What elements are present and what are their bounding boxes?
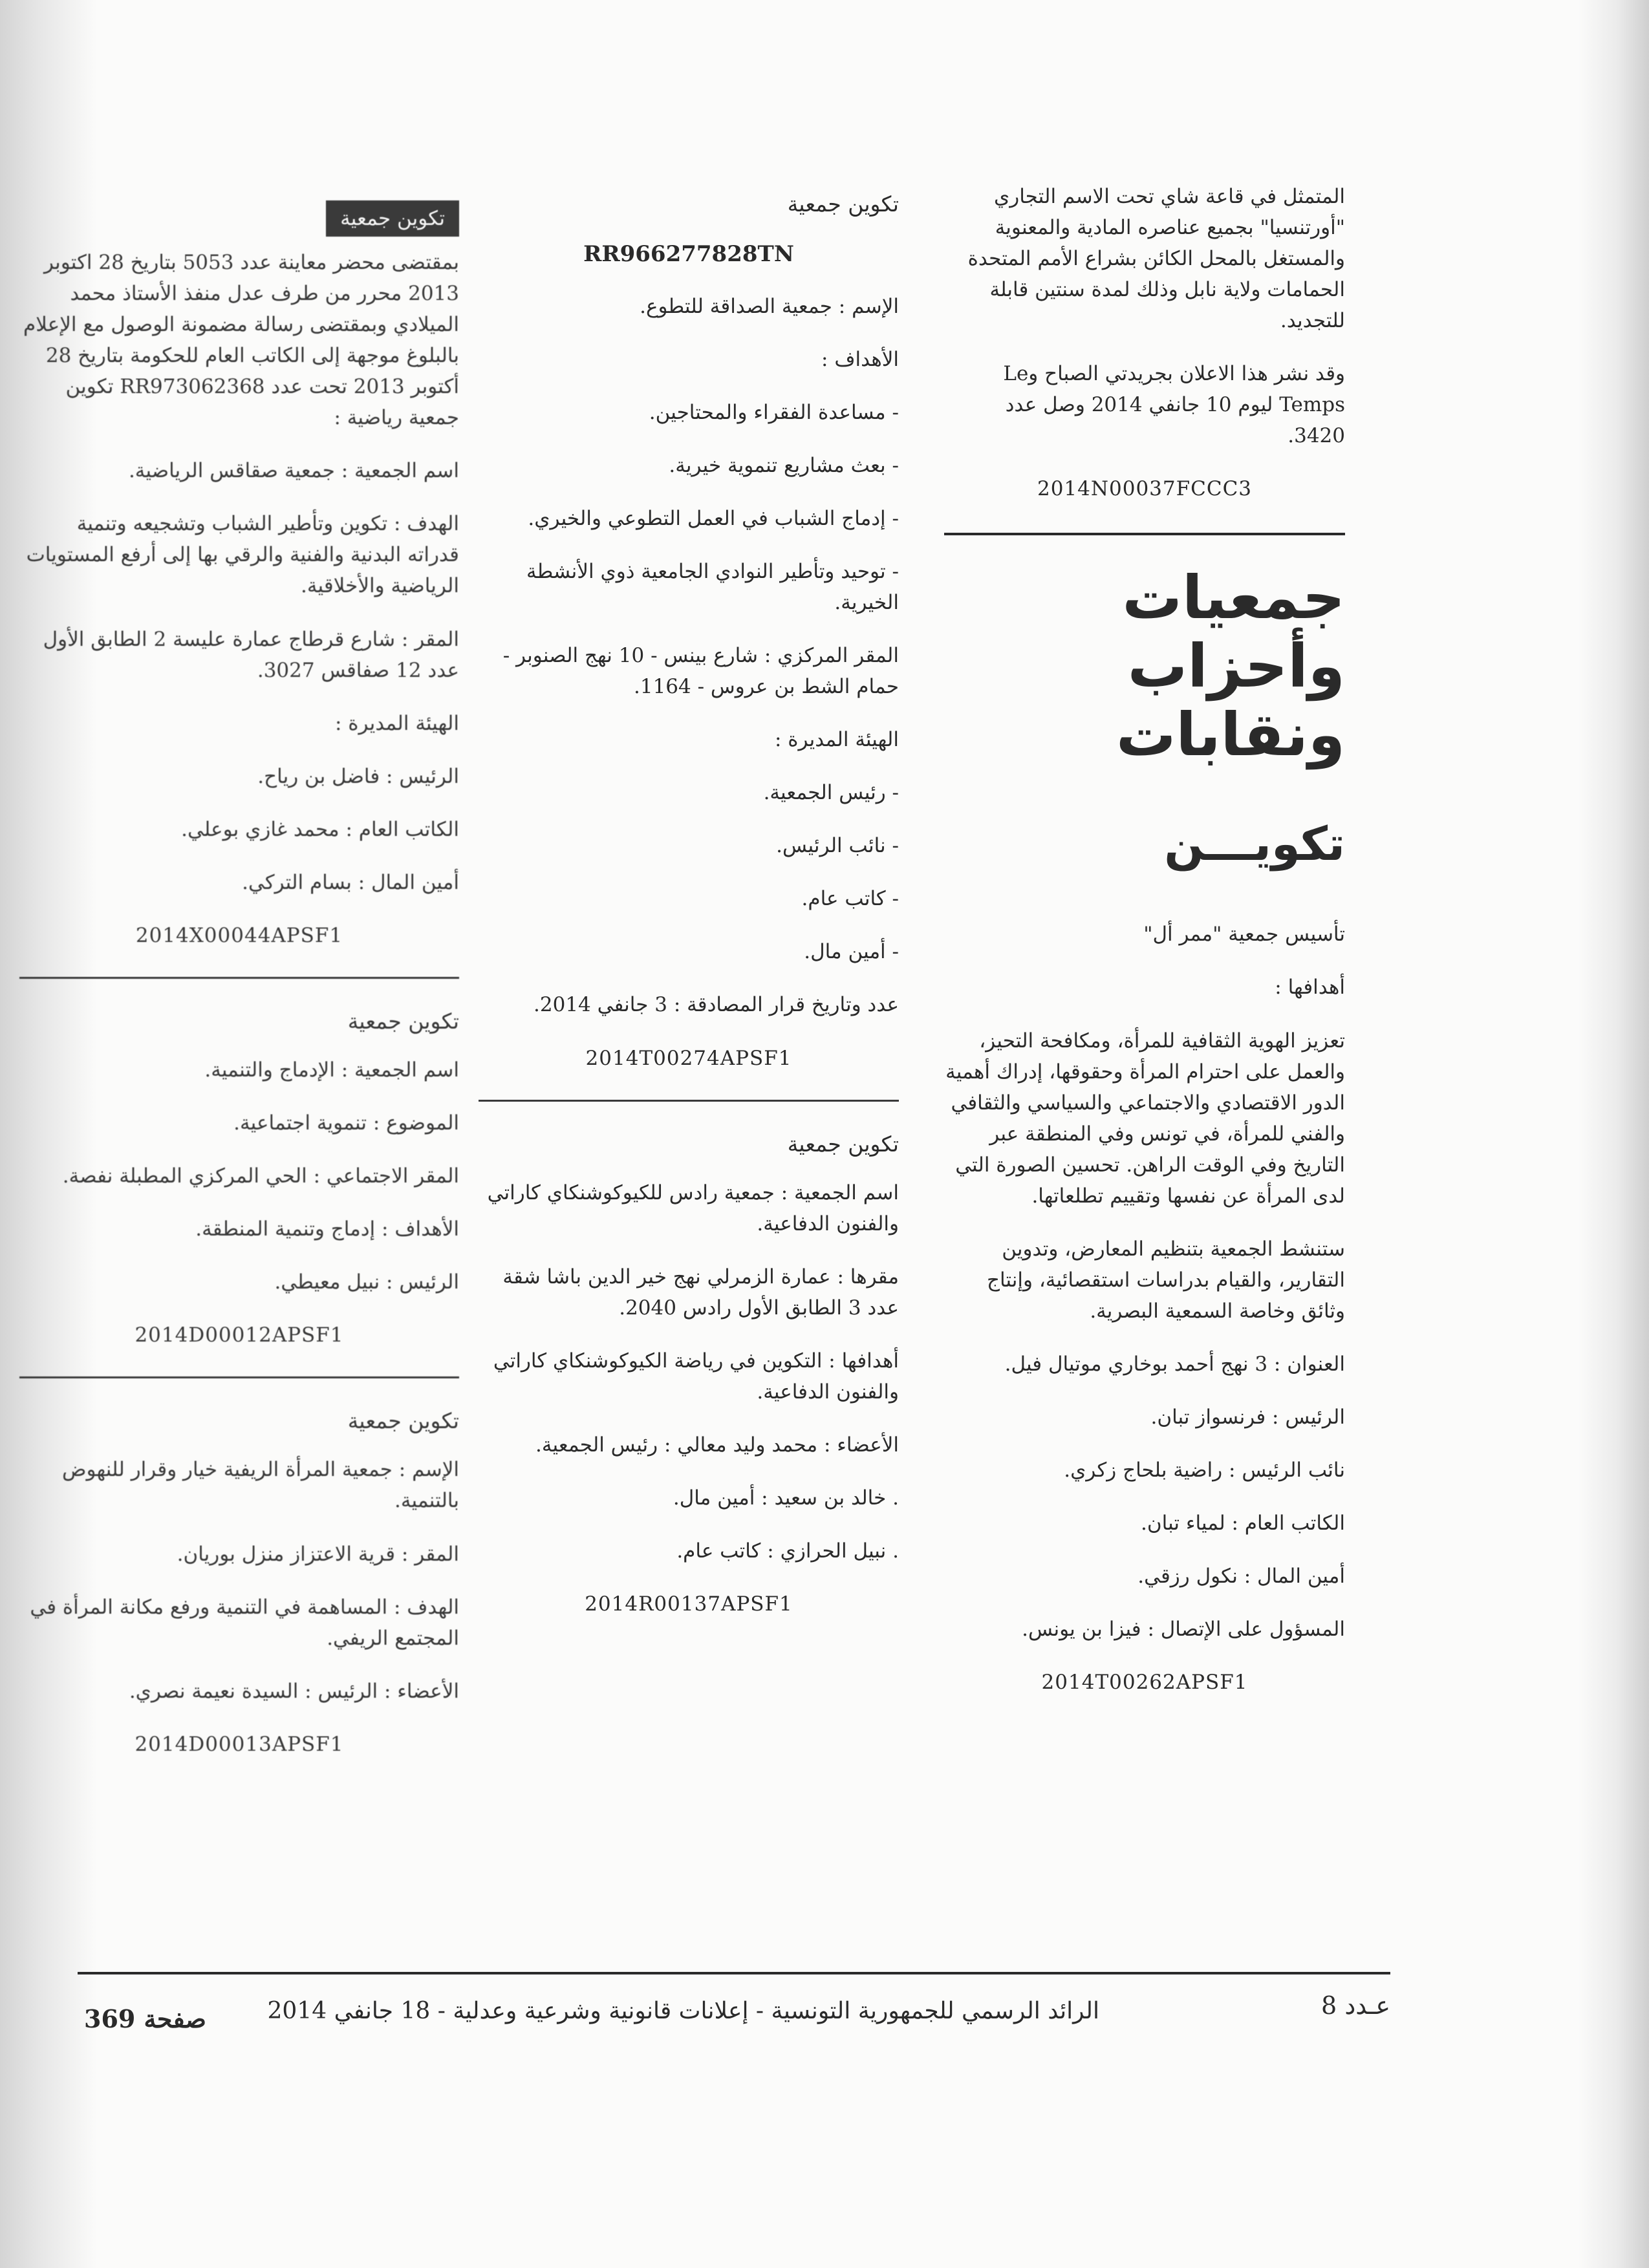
president: الرئيس : نبيل معيطي.: [274, 1270, 459, 1294]
reference-code: 2014D00012APSF1: [135, 1323, 344, 1347]
paragraph: بمقتضى محضر معاينة عدد 5053 بتاريخ 28 اكتوبر 2013 محرر من طرف عدل منفذ الأستاذ محمد الميلادي وبمقتضى رسالة مضمونة الوصول مع الإعلام بالبلوغ موجهة إلى الكاتب العام للحكومة بتاريخ 28 أكتوبر 2013 تحت عدد RR973062368 تكوين جمعية رياضية :: [23, 251, 459, 430]
issue-number: عـدد 8: [1321, 1991, 1390, 2020]
section-divider: [479, 1100, 899, 1102]
page-number: صفحة 369: [84, 2004, 206, 2033]
right-column: [944, 181, 1345, 1717]
goal-item: - توحيد وتأطير النوادي الجامعية ذوي الأنشطة الخيرية.: [526, 560, 899, 615]
member-item: . نبيل الحرازي : كاتب عام.: [676, 1539, 899, 1563]
topic: الموضوع : تنموية اجتماعية.: [233, 1111, 459, 1135]
treasurer: أمين المال : نكول رزقي.: [1137, 1565, 1345, 1589]
goals-text: الأهداف : إدماج وتنمية المنطقة.: [195, 1217, 459, 1241]
reference-code: 2014R00137APSF1: [585, 1592, 793, 1616]
headquarters: المقر المركزي : شارع بينس - 10 نهج الصنوبر - حمام الشط بن عروس - 1164.: [502, 644, 899, 699]
section-divider: [944, 533, 1345, 535]
announcement-title: تكوين جمعية: [787, 1131, 899, 1157]
president: الرئيس : فرنسواز تبان.: [1150, 1405, 1345, 1429]
association-name: اسم الجمعية : الإدماج والتنمية.: [204, 1058, 459, 1082]
reference-code: 2014T00274APSF1: [585, 1046, 792, 1070]
contact-person: المسؤول على الإتصال : فيزا بن يونس.: [1022, 1618, 1345, 1642]
paragraph: المتمثل في قاعة شاي تحت الاسم التجاري "أورتنسيا" بجميع عناصره المادية والمعنوية والمستغل بالمحل الكائن بشراع الأمم المتحدة الحمامات ولاية نابل وذلك لمدة سنتين قابلة للتجديد.: [967, 185, 1345, 333]
activities-text: ستنشط الجمعية بتنظيم المعارض، وتدوين التقارير، والقيام بدراسات استقصائية، وإنتاج وثائق وخاصة السمعية البصرية.: [986, 1237, 1345, 1323]
treasurer: أمين المال : بسام التركي.: [242, 870, 459, 894]
section-subheading: تكويـــن: [1164, 816, 1345, 871]
association-name: الإسم : جمعية الصداقة للتطوع.: [640, 294, 899, 318]
announcement-title: تكوين جمعية: [787, 191, 899, 217]
receipt-number: RR966277828TN: [583, 241, 794, 268]
goal-text: الهدف : تكوين وتأطير الشباب وتشجيعه وتنمية قدراته البدنية والفنية والرقي بها إلى أرفع المستويات الرياضية والأخلاقية.: [26, 512, 459, 598]
reference-code: 2014N00037FCCC3: [1037, 477, 1253, 501]
board-label: الهيئة المديرة :: [334, 711, 459, 735]
goals-text: أهدافها : التكوين في رياضة الكيوكوشنكاي كاراتي والفنون الدفاعية.: [493, 1349, 899, 1404]
left-column: [19, 200, 459, 1779]
board-item: - نائب الرئيس.: [776, 834, 899, 858]
announcement-title: تكوين جمعية: [347, 1408, 459, 1434]
secretary: الكاتب العام : لمياء تبان.: [1141, 1512, 1345, 1535]
association-name: اسم الجمعية : جمعية رادس للكيوكوشنكاي كاراتي والفنون الدفاعية.: [487, 1181, 899, 1236]
footer-divider: [78, 1972, 1390, 1974]
goals-label: الأهداف :: [821, 347, 899, 371]
headquarters: مقرها : عمارة الزمرلي نهج خير الدين باشا شقة عدد 3 الطابق الأول رادس 2040.: [502, 1265, 899, 1320]
reference-code: 2014T00262APSF1: [1041, 1671, 1248, 1695]
member-item: . خالد بن سعيد : أمين مال.: [673, 1486, 899, 1510]
goal-item: - إدماج الشباب في العمل التطوعي والخيري.: [528, 507, 899, 531]
headquarters: المقر : قرية الاعتزاز منزل بوريان.: [177, 1542, 459, 1566]
association-name: الإسم : جمعية المرأة الريفية خيار وقرار للنهوض بالتنمية.: [62, 1458, 459, 1513]
goal-text: الهدف : المساهمة في التنمية ورفع مكانة المرأة في المجتمع الريفي.: [30, 1595, 459, 1650]
publication-title: الرائد الرسمي للجمهورية التونسية - إعلانات قانونية وشرعية وعدلية - 18 جانفي 2014: [267, 1998, 1099, 2024]
board-item: - أمين مال.: [804, 940, 899, 964]
announcement-title: تكوين جمعية: [347, 1008, 459, 1034]
page-footer: [78, 1991, 1390, 2043]
section-heading: جمعيات وأحزاب ونقابات: [1116, 563, 1345, 770]
members: الأعضاء : محمد وليد معالي : رئيس الجمعية.: [535, 1433, 899, 1457]
reference-code: 2014X00044APSF1: [135, 923, 343, 947]
board-item: - كاتب عام.: [801, 887, 899, 911]
section-divider: [19, 977, 459, 979]
members: الأعضاء : الرئيس : السيدة نعيمة نصري.: [129, 1679, 459, 1703]
scan-shadow-right: [1578, 0, 1649, 2268]
announcement-title: تكوين جمعية: [326, 200, 459, 237]
secretary: الكاتب العام : محمد غازي بوعلي.: [181, 817, 459, 841]
vice-president: نائب الرئيس : راضية بلحاج زكري.: [1064, 1459, 1345, 1482]
board-label: الهيئة المديرة :: [774, 728, 899, 752]
association-name: اسم الجمعية : جمعية صقاقس الرياضية.: [128, 459, 459, 483]
reference-code: 2014D00013APSF1: [135, 1732, 344, 1756]
association-title: تأسيس جمعية "ممر أل": [1143, 923, 1345, 947]
paragraph: وقد نشر هذا الاعلان بجريدتي الصباح وLe Temps ليوم 10 جانفي 2014 وصل عدد 3420.: [1003, 362, 1345, 448]
goal-item: - مساعدة الفقراء والمحتاجين.: [649, 400, 899, 424]
goals-text: تعزيز الهوية الثقافية للمرأة، ومكافحة التحيز، والعمل على احترام المرأة وحقوقها، إدراك أهمية الدور الاقتصادي والاجتماعي والسياسي والثقافي والفني للمرأة، في تونس وفي المنطقة عبر التاريخ وفي الوقت الراهن. تحسين الصورة التي لدى المرأة عن نفسها وتقييم تطلعاتها.: [945, 1029, 1345, 1208]
goals-label: أهدافها :: [1275, 976, 1345, 1000]
section-divider: [19, 1376, 459, 1378]
headquarters: المقر : شارع قرطاج عمارة عليسة 2 الطابق الأول عدد 12 صفاقس 3027.: [43, 627, 459, 682]
president: الرئيس : فاضل بن رياح.: [257, 764, 459, 788]
board-item: - رئيس الجمعية.: [763, 781, 899, 805]
approval-decision: عدد وتاريخ قرار المصادقة : 3 جانفي 2014.: [534, 993, 899, 1017]
middle-column: [479, 187, 899, 1639]
address: العنوان : 3 نهج أحمد بوخاري موتيال فيل.: [1004, 1352, 1345, 1376]
headquarters: المقر الاجتماعي : الحي المركزي المطبلة نفصة.: [62, 1164, 459, 1188]
goal-item: - بعث مشاريع تنموية خيرية.: [669, 453, 899, 477]
